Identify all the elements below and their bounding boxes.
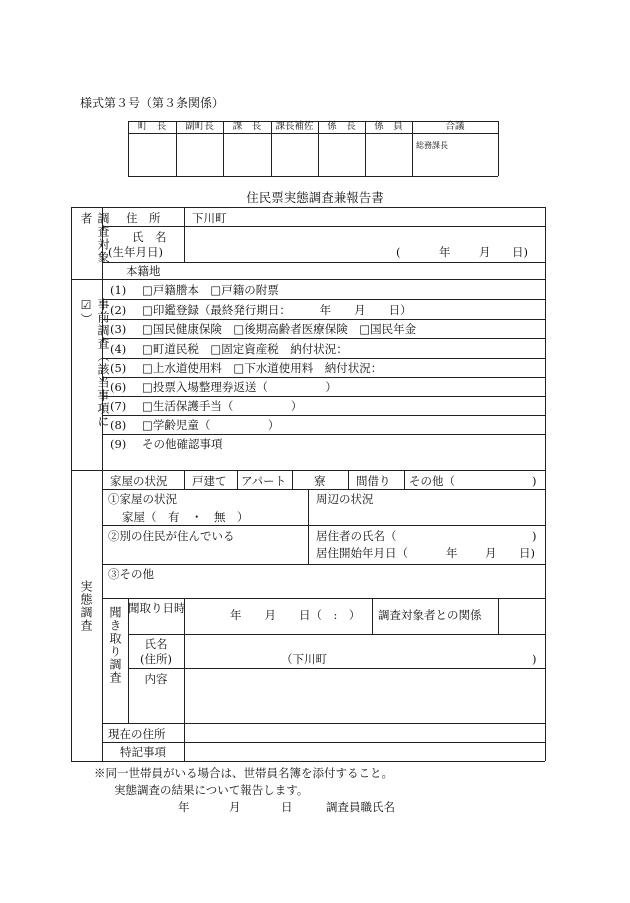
domicile-label: 本籍地 bbox=[126, 264, 161, 278]
other-label: ③その他 bbox=[108, 567, 154, 581]
approval-header: 町 長 bbox=[137, 121, 167, 132]
footer-report: 実態調査の結果について報告します。 bbox=[114, 783, 309, 797]
paren-close: ) bbox=[532, 652, 537, 666]
subject-section-label: 調査対象者 bbox=[79, 212, 110, 264]
relation-label: 調査対象者との関係 bbox=[378, 608, 482, 622]
notes-label: 特記事項 bbox=[120, 745, 166, 759]
resident-name-label: 居住者の氏名（ bbox=[316, 529, 397, 543]
footer-note: ※同一世帯員がいる場合は、世帯員名簿を添付すること。 bbox=[94, 766, 393, 780]
birth-month: 月 bbox=[479, 245, 491, 259]
precheck-item[interactable]: □投票入場整理券返送（ ） bbox=[142, 380, 337, 394]
precheck-item[interactable]: □町道民税 □固定資産税 納付状況： bbox=[142, 342, 348, 356]
approval-header: 係 長 bbox=[327, 121, 356, 132]
house-type-room[interactable]: 間借り bbox=[356, 474, 391, 488]
precheck-num: (6) bbox=[110, 380, 127, 394]
house-presence[interactable]: 家屋（ 有 ・ 無 ） bbox=[122, 510, 249, 524]
precheck-section-label: 事前調査（該当事項に☑） bbox=[79, 298, 110, 428]
approval-header: 副町長 bbox=[185, 121, 214, 132]
interviewee-name-label: 氏名 bbox=[144, 637, 168, 651]
precheck-num: (5) bbox=[110, 361, 127, 375]
precheck-item[interactable]: □印鑑登録（最終発行期日： 年 月 日） bbox=[142, 303, 412, 317]
house-type-other[interactable]: その他（ bbox=[409, 474, 455, 488]
precheck-num: (8) bbox=[110, 418, 127, 432]
footer-year: 年 bbox=[178, 800, 190, 814]
paren-close: ) bbox=[532, 529, 537, 543]
surroundings-label: 周辺の状況 bbox=[316, 492, 374, 506]
content-label: 内容 bbox=[144, 672, 168, 686]
precheck-num: (3) bbox=[110, 322, 127, 336]
paren-close: ) bbox=[532, 474, 537, 488]
approval-header: 課 長 bbox=[232, 121, 262, 132]
interviewee-address-label: (住所) bbox=[140, 652, 172, 666]
birth-paren: ( bbox=[396, 245, 401, 259]
interview-datetime-label: 聞取り日時 bbox=[128, 601, 186, 615]
resident-start-month: 月 bbox=[485, 546, 497, 560]
footer-month: 月 bbox=[229, 800, 241, 814]
precheck-item[interactable]: その他確認事項 bbox=[142, 437, 223, 451]
birth-label: (生年月日) bbox=[108, 245, 163, 259]
precheck-item[interactable]: □上水道使用料 □下水道使用料 納付状況： bbox=[142, 361, 383, 375]
resident-start-year: 年 bbox=[446, 546, 458, 560]
address-value[interactable]: 下川町 bbox=[192, 211, 227, 225]
approval-header: 課長補佐 bbox=[275, 121, 314, 132]
precheck-num: (1) bbox=[110, 283, 127, 297]
approval-header: 合議 bbox=[445, 121, 465, 132]
name-label: 氏 名 bbox=[132, 230, 167, 244]
precheck-num: (9) bbox=[110, 437, 127, 451]
house-status-label: 家屋の状況 bbox=[110, 474, 168, 488]
document-title: 住民票実態調査兼報告書 bbox=[246, 190, 384, 205]
precheck-num: (2) bbox=[110, 303, 127, 317]
footer-signer: 調査員職氏名 bbox=[326, 800, 395, 814]
interviewee-address[interactable]: （下川町 bbox=[281, 652, 327, 666]
precheck-item[interactable]: □戸籍謄本 □戸籍の附票 bbox=[142, 283, 279, 297]
footer-day: 日 bbox=[281, 800, 293, 814]
address-label: 住 所 bbox=[126, 211, 161, 225]
birth-day: 日) bbox=[512, 245, 528, 259]
other-resident-label: ②別の住民が住んでいる bbox=[108, 529, 235, 543]
precheck-item[interactable]: □国民健康保険 □後期高齢者医療保険 □国民年金 bbox=[142, 322, 417, 336]
form-number: 様式第３号（第３条関係） bbox=[80, 96, 225, 110]
current-address-label: 現在の住所 bbox=[108, 727, 166, 741]
survey-section-label: 実態調査 bbox=[79, 580, 93, 632]
house-type-dorm[interactable]: 寮 bbox=[314, 474, 326, 488]
birth-year: 年 bbox=[439, 245, 451, 259]
resident-start-label: 居住開始年月日（ bbox=[316, 546, 408, 560]
precheck-num: (7) bbox=[110, 399, 127, 413]
precheck-num: (4) bbox=[110, 342, 127, 356]
resident-start-day: 日) bbox=[519, 546, 535, 560]
house-type-detached[interactable]: 戸建て bbox=[192, 474, 227, 488]
consult-note: 総務課長 bbox=[416, 141, 448, 150]
precheck-item[interactable]: □学齢児童（ ） bbox=[142, 418, 280, 432]
house-type-apartment[interactable]: アパート bbox=[241, 474, 287, 488]
interview-section-label: 聞き取り調査 bbox=[108, 606, 122, 684]
precheck-item[interactable]: □生活保護手当（ ） bbox=[142, 399, 303, 413]
approval-header: 係 員 bbox=[374, 121, 403, 132]
interview-datetime[interactable]: 年 月 日（ : ） bbox=[230, 608, 361, 622]
house-condition-label: ①家屋の状況 bbox=[108, 492, 177, 506]
